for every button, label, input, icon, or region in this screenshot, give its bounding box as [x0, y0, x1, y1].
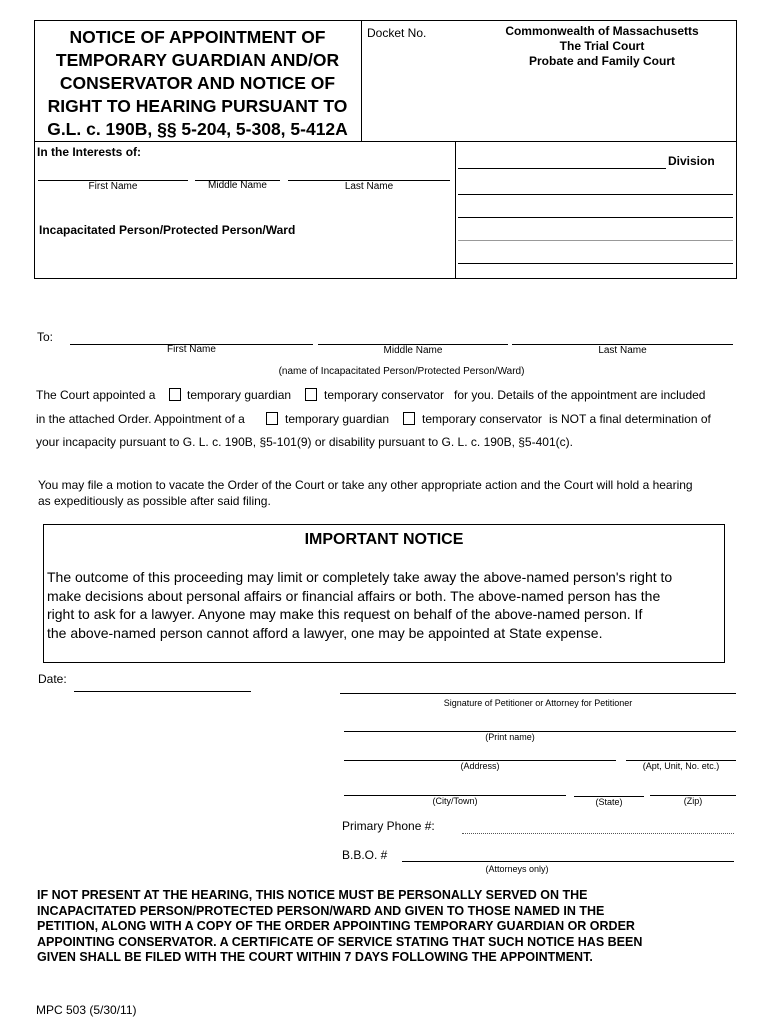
to-name-caption: (name of Incapacitated Person/Protected Person/Ward) [278, 366, 525, 377]
temp-guardian-label: temporary guardian [187, 388, 292, 402]
title-line: TEMPORARY GUARDIAN AND/OR [55, 50, 340, 70]
date-line[interactable] [74, 691, 251, 692]
to-middle-name-caption: Middle Name [383, 345, 443, 356]
header-divider-2 [455, 141, 456, 279]
division-extra-line[interactable] [458, 240, 733, 241]
city-caption: (City/Town) [432, 796, 478, 806]
important-notice-body [47, 568, 672, 642]
motion-text-1: You may file a motion to vacate the Order of the Court or take any other appropriate action and the Court will hold a hearing [38, 478, 693, 492]
temp-guardian-label-2: temporary guardian [285, 412, 390, 426]
title-line: RIGHT TO HEARING PURSUANT TO [47, 96, 348, 116]
not-final-text: is NOT a final determination of [549, 412, 711, 426]
important-notice-title: IMPORTANT NOTICE [304, 531, 464, 548]
attorneys-only-caption: (Attorneys only) [485, 864, 549, 874]
temp-guardian-checkbox[interactable] [169, 388, 181, 401]
notice-line: the above-named person cannot afford a lawyer, one may be appointed at State expense. [47, 624, 603, 641]
service-warning [37, 888, 642, 966]
zip-caption: (Zip) [683, 796, 703, 806]
temp-conservator-label: temporary conservator [324, 388, 445, 402]
state-caption: (State) [595, 797, 623, 807]
to-last-name-caption: Last Name [598, 345, 647, 356]
form-title [34, 26, 361, 141]
header-divider-1 [361, 20, 362, 141]
address-caption: (Address) [460, 761, 500, 771]
signature-caption: Signature of Petitioner or Attorney for Petitioner [443, 698, 633, 708]
court-line: Probate and Family Court [528, 54, 676, 68]
incapacity-text: your incapacity pursuant to G. L. c. 190B, §5-101(9) or disability pursuant to G. L. c. 190B, §5-401(c). [36, 435, 573, 449]
appointment-details-text: for you. Details of the appointment are included [454, 388, 706, 402]
middle-name-caption: Middle Name [208, 180, 267, 191]
docket-label: Docket No. [367, 26, 427, 40]
to-label: To: [37, 330, 54, 344]
division-extra-line[interactable] [458, 263, 733, 264]
bbo-label: B.B.O. # [342, 848, 388, 862]
court-line: The Trial Court [559, 39, 645, 53]
temp-conservator-label-2: temporary conservator [422, 412, 543, 426]
to-first-name-caption: First Name [167, 344, 216, 355]
primary-phone-line[interactable] [462, 833, 734, 834]
title-line: CONSERVATOR AND NOTICE OF [59, 73, 336, 93]
warning-line: INCAPACITATED PERSON/PROTECTED PERSON/WARD AND GIVEN TO THOSE NAMED IN THE [37, 903, 605, 918]
court-name [452, 24, 752, 69]
apt-caption: (Apt, Unit, No. etc.) [642, 761, 720, 771]
date-label: Date: [38, 672, 67, 686]
person-label: Incapacitated Person/Protected Person/Ward [39, 223, 296, 237]
warning-line: GIVEN SHALL BE FILED WITH THE COURT WITHIN 7 DAYS FOLLOWING THE APPOINTMENT. [37, 950, 593, 964]
temp-conservator-checkbox[interactable] [305, 388, 317, 401]
notice-line: The outcome of this proceeding may limit or completely take away the above-named person's right to [47, 569, 673, 585]
attached-order-text: in the attached Order. Appointment of a [36, 412, 245, 426]
notice-line: right to ask for a lawyer. Anyone may make this request on behalf of the above-named person. If [47, 606, 643, 622]
form-number: MPC 503 (5/30/11) [36, 1003, 137, 1017]
court-line: Commonwealth of Massachusetts [505, 24, 699, 38]
signature-line[interactable] [340, 693, 736, 694]
warning-line: PETITION, ALONG WITH A COPY OF THE ORDER APPOINTING TEMPORARY GUARDIAN OR ORDER [37, 919, 635, 933]
print-name-caption: (Print name) [485, 732, 535, 742]
warning-line: IF NOT PRESENT AT THE HEARING, THIS NOTICE MUST BE PERSONALLY SERVED ON THE [37, 888, 588, 902]
warning-line: APPOINTING CONSERVATOR. A CERTIFICATE OF SERVICE STATING THAT SUCH NOTICE HAS BEEN [37, 934, 643, 949]
last-name-caption: Last Name [344, 181, 394, 192]
notice-line: make decisions about personal affairs or financial affairs or both. The above-named person has the [47, 587, 661, 604]
primary-phone-label: Primary Phone #: [342, 819, 435, 833]
division-extra-line[interactable] [458, 217, 733, 218]
motion-text-2: as expeditiously as possible after said filing. [38, 494, 271, 508]
court-appointed-text: The Court appointed a [36, 388, 156, 402]
division-extra-line[interactable] [458, 194, 733, 195]
title-line: G.L. c. 190B, §§ 5-204, 5-308, 5-412A [47, 119, 348, 139]
title-line: NOTICE OF APPOINTMENT OF [69, 27, 326, 47]
temp-conservator-checkbox-2[interactable] [403, 412, 415, 425]
first-name-caption: First Name [88, 181, 138, 192]
header-hline [34, 141, 737, 142]
bbo-line[interactable] [402, 861, 734, 862]
division-line[interactable] [458, 168, 666, 169]
temp-guardian-checkbox-2[interactable] [266, 412, 278, 425]
division-label: Division [668, 154, 715, 168]
interests-label: In the Interests of: [37, 145, 142, 159]
